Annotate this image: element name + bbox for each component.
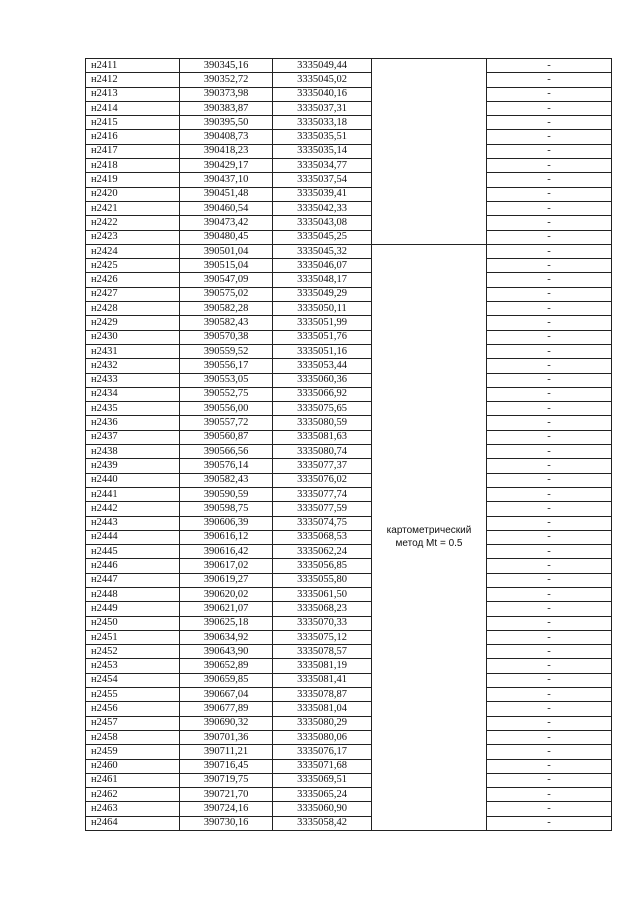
y-coordinate-cell: 3335068,23 [273, 602, 372, 616]
y-coordinate-cell: 3335080,59 [273, 416, 372, 430]
x-coordinate-cell: 390582,28 [180, 302, 273, 316]
accuracy-value-cell: - [487, 673, 612, 687]
x-coordinate-cell: 390677,89 [180, 702, 273, 716]
point-id-cell: н2412 [86, 73, 180, 87]
accuracy-value-cell: - [487, 530, 612, 544]
accuracy-value-cell: - [487, 344, 612, 358]
point-id-cell: н2434 [86, 387, 180, 401]
x-coordinate-cell: 390582,43 [180, 316, 273, 330]
accuracy-value-cell: - [487, 402, 612, 416]
accuracy-value-cell: - [487, 287, 612, 301]
y-coordinate-cell: 3335033,18 [273, 116, 372, 130]
table-row [86, 802, 612, 816]
y-coordinate-cell: 3335061,50 [273, 587, 372, 601]
x-coordinate-cell: 390659,85 [180, 673, 273, 687]
table-row [86, 545, 612, 559]
x-coordinate-cell: 390480,45 [180, 230, 273, 244]
point-id-cell: н2455 [86, 688, 180, 702]
y-coordinate-cell: 3335034,77 [273, 159, 372, 173]
method-label: картометрический метод Mt = 0.5 [386, 525, 472, 550]
y-coordinate-cell: 3335045,02 [273, 73, 372, 87]
accuracy-value-cell: - [487, 330, 612, 344]
accuracy-value-cell: - [487, 459, 612, 473]
point-id-cell: н2430 [86, 330, 180, 344]
accuracy-value-cell: - [487, 745, 612, 759]
accuracy-value-cell: - [487, 559, 612, 573]
point-id-cell: н2444 [86, 530, 180, 544]
accuracy-value-cell: - [487, 602, 612, 616]
x-coordinate-cell: 390437,10 [180, 173, 273, 187]
table-row [86, 773, 612, 787]
y-coordinate-cell: 3335074,75 [273, 516, 372, 530]
point-id-cell: н2438 [86, 445, 180, 459]
accuracy-value-cell: - [487, 259, 612, 273]
table-row [86, 201, 612, 215]
point-id-cell: н2464 [86, 816, 180, 830]
table-row [86, 173, 612, 187]
accuracy-value-cell: - [487, 616, 612, 630]
point-id-cell: н2436 [86, 416, 180, 430]
table-row [86, 502, 612, 516]
point-id-cell: н2454 [86, 673, 180, 687]
x-coordinate-cell: 390590,59 [180, 487, 273, 501]
y-coordinate-cell: 3335080,29 [273, 716, 372, 730]
x-coordinate-cell: 390621,07 [180, 602, 273, 616]
table-row [86, 387, 612, 401]
accuracy-value-cell: - [487, 587, 612, 601]
x-coordinate-cell: 390616,12 [180, 530, 273, 544]
y-coordinate-cell: 3335051,76 [273, 330, 372, 344]
y-coordinate-cell: 3335080,06 [273, 730, 372, 744]
y-coordinate-cell: 3335066,92 [273, 387, 372, 401]
y-coordinate-cell: 3335048,17 [273, 273, 372, 287]
method-cell-empty [372, 59, 487, 245]
table-row [86, 487, 612, 501]
y-coordinate-cell: 3335078,87 [273, 688, 372, 702]
point-id-cell: н2463 [86, 802, 180, 816]
point-id-cell: н2443 [86, 516, 180, 530]
point-id-cell: н2451 [86, 630, 180, 644]
point-id-cell: н2421 [86, 201, 180, 215]
point-id-cell: н2433 [86, 373, 180, 387]
table-row [86, 87, 612, 101]
table-row [86, 316, 612, 330]
x-coordinate-cell: 390383,87 [180, 101, 273, 115]
accuracy-value-cell: - [487, 87, 612, 101]
y-coordinate-cell: 3335081,63 [273, 430, 372, 444]
y-coordinate-cell: 3335045,25 [273, 230, 372, 244]
accuracy-value-cell: - [487, 216, 612, 230]
y-coordinate-cell: 3335081,41 [273, 673, 372, 687]
table-row [86, 559, 612, 573]
point-id-cell: н2453 [86, 659, 180, 673]
x-coordinate-cell: 390515,04 [180, 259, 273, 273]
table-row [86, 359, 612, 373]
y-coordinate-cell: 3335068,53 [273, 530, 372, 544]
accuracy-value-cell: - [487, 645, 612, 659]
x-coordinate-cell: 390352,72 [180, 73, 273, 87]
x-coordinate-cell: 390560,87 [180, 430, 273, 444]
accuracy-value-cell: - [487, 201, 612, 215]
point-id-cell: н2414 [86, 101, 180, 115]
y-coordinate-cell: 3335049,29 [273, 287, 372, 301]
point-id-cell: н2456 [86, 702, 180, 716]
y-coordinate-cell: 3335060,90 [273, 802, 372, 816]
x-coordinate-cell: 390557,72 [180, 416, 273, 430]
table-row [86, 745, 612, 759]
x-coordinate-cell: 390721,70 [180, 788, 273, 802]
accuracy-value-cell: - [487, 573, 612, 587]
accuracy-value-cell: - [487, 159, 612, 173]
y-coordinate-cell: 3335070,33 [273, 616, 372, 630]
accuracy-value-cell: - [487, 630, 612, 644]
x-coordinate-cell: 390451,48 [180, 187, 273, 201]
accuracy-value-cell: - [487, 373, 612, 387]
x-coordinate-cell: 390701,36 [180, 730, 273, 744]
y-coordinate-cell: 3335065,24 [273, 788, 372, 802]
point-id-cell: н2437 [86, 430, 180, 444]
y-coordinate-cell: 3335056,85 [273, 559, 372, 573]
accuracy-value-cell: - [487, 730, 612, 744]
table-row [86, 159, 612, 173]
x-coordinate-cell: 390616,42 [180, 545, 273, 559]
accuracy-value-cell: - [487, 445, 612, 459]
point-id-cell: н2442 [86, 502, 180, 516]
point-id-cell: н2441 [86, 487, 180, 501]
accuracy-value-cell: - [487, 502, 612, 516]
y-coordinate-cell: 3335058,42 [273, 816, 372, 830]
y-coordinate-cell: 3335077,59 [273, 502, 372, 516]
y-coordinate-cell: 3335076,02 [273, 473, 372, 487]
point-id-cell: н2435 [86, 402, 180, 416]
accuracy-value-cell: - [487, 144, 612, 158]
x-coordinate-cell: 390606,39 [180, 516, 273, 530]
y-coordinate-cell: 3335037,31 [273, 101, 372, 115]
y-coordinate-cell: 3335080,74 [273, 445, 372, 459]
accuracy-value-cell: - [487, 59, 612, 73]
accuracy-value-cell: - [487, 773, 612, 787]
x-coordinate-cell: 390460,54 [180, 201, 273, 215]
y-coordinate-cell: 3335076,17 [273, 745, 372, 759]
table-row [86, 116, 612, 130]
accuracy-value-cell: - [487, 130, 612, 144]
table-row [86, 244, 612, 258]
x-coordinate-cell: 390418,23 [180, 144, 273, 158]
point-id-cell: н2426 [86, 273, 180, 287]
table-row [86, 630, 612, 644]
method-cell [372, 244, 487, 830]
accuracy-value-cell: - [487, 545, 612, 559]
point-id-cell: н2429 [86, 316, 180, 330]
point-id-cell: н2446 [86, 559, 180, 573]
x-coordinate-cell: 390547,09 [180, 273, 273, 287]
point-id-cell: н2449 [86, 602, 180, 616]
y-coordinate-cell: 3335039,41 [273, 187, 372, 201]
point-id-cell: н2411 [86, 59, 180, 73]
y-coordinate-cell: 3335053,44 [273, 359, 372, 373]
point-id-cell: н2424 [86, 244, 180, 258]
accuracy-value-cell: - [487, 101, 612, 115]
table-row [86, 59, 612, 73]
x-coordinate-cell: 390617,02 [180, 559, 273, 573]
table-row [86, 130, 612, 144]
point-id-cell: н2425 [86, 259, 180, 273]
table-row [86, 259, 612, 273]
x-coordinate-cell: 390620,02 [180, 587, 273, 601]
x-coordinate-cell: 390667,04 [180, 688, 273, 702]
point-id-cell: н2461 [86, 773, 180, 787]
table-row [86, 216, 612, 230]
table-row [86, 673, 612, 687]
table-row [86, 473, 612, 487]
accuracy-value-cell: - [487, 802, 612, 816]
point-id-cell: н2420 [86, 187, 180, 201]
accuracy-value-cell: - [487, 316, 612, 330]
accuracy-value-cell: - [487, 759, 612, 773]
point-id-cell: н2460 [86, 759, 180, 773]
point-id-cell: н2458 [86, 730, 180, 744]
table-row [86, 302, 612, 316]
y-coordinate-cell: 3335043,08 [273, 216, 372, 230]
point-id-cell: н2462 [86, 788, 180, 802]
point-id-cell: н2439 [86, 459, 180, 473]
table-row [86, 402, 612, 416]
y-coordinate-cell: 3335049,44 [273, 59, 372, 73]
x-coordinate-cell: 390556,17 [180, 359, 273, 373]
x-coordinate-cell: 390570,38 [180, 330, 273, 344]
table-row [86, 702, 612, 716]
accuracy-value-cell: - [487, 430, 612, 444]
table-row [86, 516, 612, 530]
accuracy-value-cell: - [487, 273, 612, 287]
table-row [86, 573, 612, 587]
y-coordinate-cell: 3335081,04 [273, 702, 372, 716]
x-coordinate-cell: 390643,90 [180, 645, 273, 659]
point-id-cell: н2459 [86, 745, 180, 759]
x-coordinate-cell: 390553,05 [180, 373, 273, 387]
x-coordinate-cell: 390619,27 [180, 573, 273, 587]
accuracy-value-cell: - [487, 716, 612, 730]
accuracy-value-cell: - [487, 487, 612, 501]
x-coordinate-cell: 390652,89 [180, 659, 273, 673]
table-row [86, 101, 612, 115]
y-coordinate-cell: 3335069,51 [273, 773, 372, 787]
accuracy-value-cell: - [487, 688, 612, 702]
table-row [86, 344, 612, 358]
accuracy-value-cell: - [487, 230, 612, 244]
y-coordinate-cell: 3335077,37 [273, 459, 372, 473]
x-coordinate-cell: 390429,17 [180, 159, 273, 173]
coordinates-table [85, 58, 612, 831]
y-coordinate-cell: 3335046,07 [273, 259, 372, 273]
y-coordinate-cell: 3335035,14 [273, 144, 372, 158]
x-coordinate-cell: 390556,00 [180, 402, 273, 416]
point-id-cell: н2445 [86, 545, 180, 559]
point-id-cell: н2432 [86, 359, 180, 373]
accuracy-value-cell: - [487, 788, 612, 802]
table-row [86, 587, 612, 601]
table-row [86, 759, 612, 773]
y-coordinate-cell: 3335040,16 [273, 87, 372, 101]
table-row [86, 187, 612, 201]
x-coordinate-cell: 390716,45 [180, 759, 273, 773]
point-id-cell: н2428 [86, 302, 180, 316]
point-id-cell: н2427 [86, 287, 180, 301]
y-coordinate-cell: 3335071,68 [273, 759, 372, 773]
point-id-cell: н2450 [86, 616, 180, 630]
x-coordinate-cell: 390598,75 [180, 502, 273, 516]
point-id-cell: н2448 [86, 587, 180, 601]
table-row [86, 445, 612, 459]
accuracy-value-cell: - [487, 302, 612, 316]
y-coordinate-cell: 3335075,12 [273, 630, 372, 644]
y-coordinate-cell: 3335045,32 [273, 244, 372, 258]
table-row [86, 816, 612, 830]
x-coordinate-cell: 390345,16 [180, 59, 273, 73]
y-coordinate-cell: 3335042,33 [273, 201, 372, 215]
accuracy-value-cell: - [487, 173, 612, 187]
table-row [86, 144, 612, 158]
coordinates-table-body [86, 59, 612, 831]
table-row [86, 430, 612, 444]
accuracy-value-cell: - [487, 416, 612, 430]
x-coordinate-cell: 390575,02 [180, 287, 273, 301]
table-row [86, 459, 612, 473]
x-coordinate-cell: 390634,92 [180, 630, 273, 644]
x-coordinate-cell: 390724,16 [180, 802, 273, 816]
accuracy-value-cell: - [487, 659, 612, 673]
table-row [86, 373, 612, 387]
accuracy-value-cell: - [487, 473, 612, 487]
table-row [86, 416, 612, 430]
y-coordinate-cell: 3335037,54 [273, 173, 372, 187]
point-id-cell: н2423 [86, 230, 180, 244]
point-id-cell: н2452 [86, 645, 180, 659]
x-coordinate-cell: 390730,16 [180, 816, 273, 830]
y-coordinate-cell: 3335051,99 [273, 316, 372, 330]
table-row [86, 616, 612, 630]
table-row [86, 230, 612, 244]
accuracy-value-cell: - [487, 359, 612, 373]
point-id-cell: н2457 [86, 716, 180, 730]
table-row [86, 602, 612, 616]
table-row [86, 716, 612, 730]
table-row [86, 287, 612, 301]
x-coordinate-cell: 390582,43 [180, 473, 273, 487]
x-coordinate-cell: 390566,56 [180, 445, 273, 459]
table-row [86, 73, 612, 87]
x-coordinate-cell: 390719,75 [180, 773, 273, 787]
y-coordinate-cell: 3335051,16 [273, 344, 372, 358]
point-id-cell: н2417 [86, 144, 180, 158]
y-coordinate-cell: 3335062,24 [273, 545, 372, 559]
point-id-cell: н2422 [86, 216, 180, 230]
y-coordinate-cell: 3335078,57 [273, 645, 372, 659]
point-id-cell: н2440 [86, 473, 180, 487]
y-coordinate-cell: 3335075,65 [273, 402, 372, 416]
x-coordinate-cell: 390559,52 [180, 344, 273, 358]
table-row [86, 645, 612, 659]
x-coordinate-cell: 390373,98 [180, 87, 273, 101]
y-coordinate-cell: 3335050,11 [273, 302, 372, 316]
table-row [86, 788, 612, 802]
x-coordinate-cell: 390576,14 [180, 459, 273, 473]
point-id-cell: н2416 [86, 130, 180, 144]
table-row [86, 730, 612, 744]
x-coordinate-cell: 390395,50 [180, 116, 273, 130]
point-id-cell: н2419 [86, 173, 180, 187]
x-coordinate-cell: 390711,21 [180, 745, 273, 759]
accuracy-value-cell: - [487, 702, 612, 716]
point-id-cell: н2415 [86, 116, 180, 130]
y-coordinate-cell: 3335035,51 [273, 130, 372, 144]
accuracy-value-cell: - [487, 244, 612, 258]
accuracy-value-cell: - [487, 387, 612, 401]
x-coordinate-cell: 390552,75 [180, 387, 273, 401]
point-id-cell: н2431 [86, 344, 180, 358]
accuracy-value-cell: - [487, 73, 612, 87]
accuracy-value-cell: - [487, 187, 612, 201]
y-coordinate-cell: 3335077,74 [273, 487, 372, 501]
accuracy-value-cell: - [487, 516, 612, 530]
table-row [86, 688, 612, 702]
y-coordinate-cell: 3335081,19 [273, 659, 372, 673]
y-coordinate-cell: 3335055,80 [273, 573, 372, 587]
point-id-cell: н2413 [86, 87, 180, 101]
accuracy-value-cell: - [487, 116, 612, 130]
table-row [86, 659, 612, 673]
accuracy-value-cell: - [487, 816, 612, 830]
x-coordinate-cell: 390408,73 [180, 130, 273, 144]
x-coordinate-cell: 390690,32 [180, 716, 273, 730]
point-id-cell: н2418 [86, 159, 180, 173]
x-coordinate-cell: 390625,18 [180, 616, 273, 630]
table-row [86, 330, 612, 344]
x-coordinate-cell: 390473,42 [180, 216, 273, 230]
point-id-cell: н2447 [86, 573, 180, 587]
table-row [86, 273, 612, 287]
table-row [86, 530, 612, 544]
x-coordinate-cell: 390501,04 [180, 244, 273, 258]
y-coordinate-cell: 3335060,36 [273, 373, 372, 387]
